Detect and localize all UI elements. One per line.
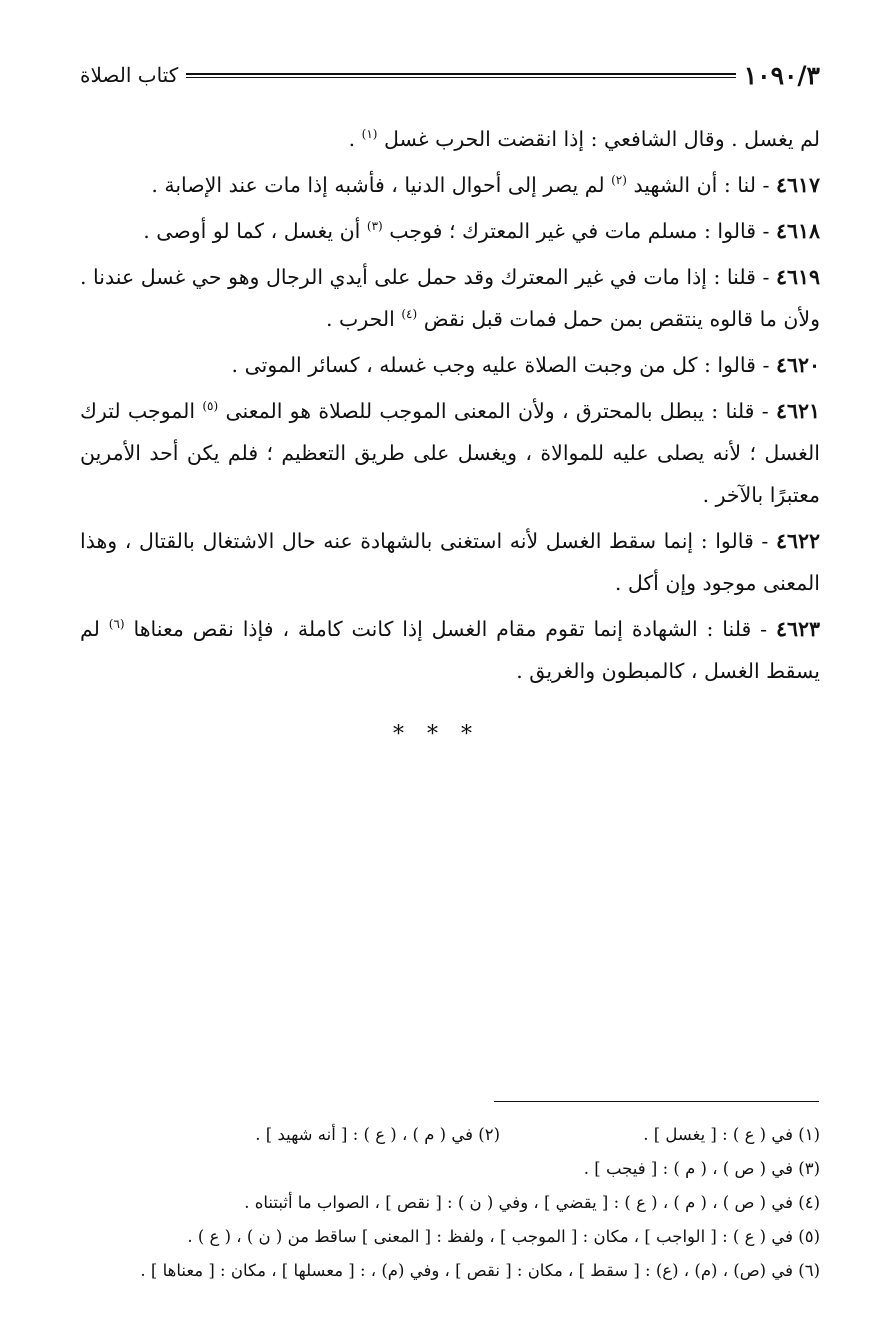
paragraph-continuation: لم يغسل . وقال الشافعي : إذا انقضت الحرب غسل $^{(١)}$ . [348, 127, 820, 151]
paragraph-4620: ٤٦٢٠ - قالوا : كل من وجبت الصلاة عليه وجب غسله ، كسائر الموتى . [231, 353, 820, 377]
section-separator: * * * [393, 722, 480, 747]
paragraph-4617: ٤٦١٧ - لنا : أن الشهيد $^{(٢)}$ لم يصر إلى أحوال الدنيا ، فأشبه إذا مات عند الإصابة . [151, 173, 820, 197]
footnote-ref[interactable]: (٤) [401, 307, 418, 322]
paragraph-4622: ٤٦٢٢ - قالوا : إنما سقط الغسل لأنه استغنى بالشهادة عنه حال الاشتغال بالقتال ، وهذا المعنى موجود وإن أكل . [80, 529, 820, 595]
footnote-2: (٢) في ( م ) ، ( ع ) : [ أنه شهيد ] . [255, 1125, 500, 1144]
footnote-rule [494, 1101, 819, 1102]
page-number: ١٠٩٠/٣ [743, 60, 820, 90]
paragraph-number: ٤٦١٧ [775, 173, 820, 197]
footnotes [70, 1118, 820, 1288]
header-rule [186, 73, 735, 78]
paragraph-4621: ٤٦٢١ - قلنا : يبطل بالمحترق ، ولأن المعنى الموجب للصلاة هو المعنى $^{(٥)}$ الموجب لترك الغسل ؛ لأنه يصلى عليه للموالاة ، ويغسل على طريق التعظيم ؛ فلم يكن أحد الأمرين معتبرًا بالآخر . [80, 399, 820, 507]
footnote-1: (١) في ( ع ) : [ يغسل ] . [643, 1125, 820, 1144]
paragraph-number: ٤٦١٩ [775, 265, 820, 289]
main-text [80, 118, 820, 696]
footnote-5: (٥) في ( ع ) : [ الواجب ] ، مكان : [ الموجب ] ، ولفظ : [ المعنى ] ساقط من ( ن ) ، ( ع ) . [187, 1227, 820, 1246]
paragraph-4619: ٤٦١٩ - قلنا : إذا مات في غير المعترك وقد حمل على أيدي الرجال وهو حي غسل عندنا . ولأن ما قالوه ينتقص بمن حمل فمات قبل نقض $^{(٤)}$ الحرب . [80, 265, 820, 331]
paragraph-number: ٤٦١٨ [775, 219, 820, 243]
footnote-3: (٣) في ( ص ) ، ( م ) : [ فيجب ] . [583, 1159, 820, 1178]
page-header [80, 55, 820, 95]
paragraph-number: ٤٦٢٠ [775, 353, 820, 377]
running-title: كتاب الصلاة [80, 63, 179, 87]
footnote-ref[interactable]: (١) [361, 127, 378, 142]
footnote-ref[interactable]: (٢) [611, 173, 627, 188]
paragraph-number: ٤٦٢٢ [775, 529, 820, 553]
paragraph-4623: ٤٦٢٣ - قلنا : الشهادة إنما تقوم مقام الغسل إذا كانت كاملة ، فإذا نقص معناها $^{(٦)}$ لم يسقط الغسل ، كالمبطون والغريق . [80, 617, 820, 683]
footnote-4: (٤) في ( ص ) ، ( م ) ، ( ع ) : [ يقضي ] ، وفي ( ن ) : [ نقص ] ، الصواب ما أثبتناه . [244, 1193, 820, 1212]
paragraph-number: ٤٦٢٣ [775, 617, 820, 641]
footnote-ref[interactable]: (٦) [108, 617, 125, 632]
paragraph-number: ٤٦٢١ [775, 399, 820, 423]
footnote-ref[interactable]: (٣) [366, 219, 383, 234]
paragraph-4618: ٤٦١٨ - قالوا : مسلم مات في غير المعترك ؛ فوجب $^{(٣)}$ أن يغسل ، كما لو أوصى . [143, 219, 820, 243]
footnote-6: (٦) في (ص) ، (م) ، (ع) : [ سقط ] ، مكان : [ نقص ] ، وفي (م) ، : [ معسلها ] ، مكان : [ معناها ] . [140, 1261, 820, 1280]
footnote-ref[interactable]: (٥) [202, 399, 219, 414]
